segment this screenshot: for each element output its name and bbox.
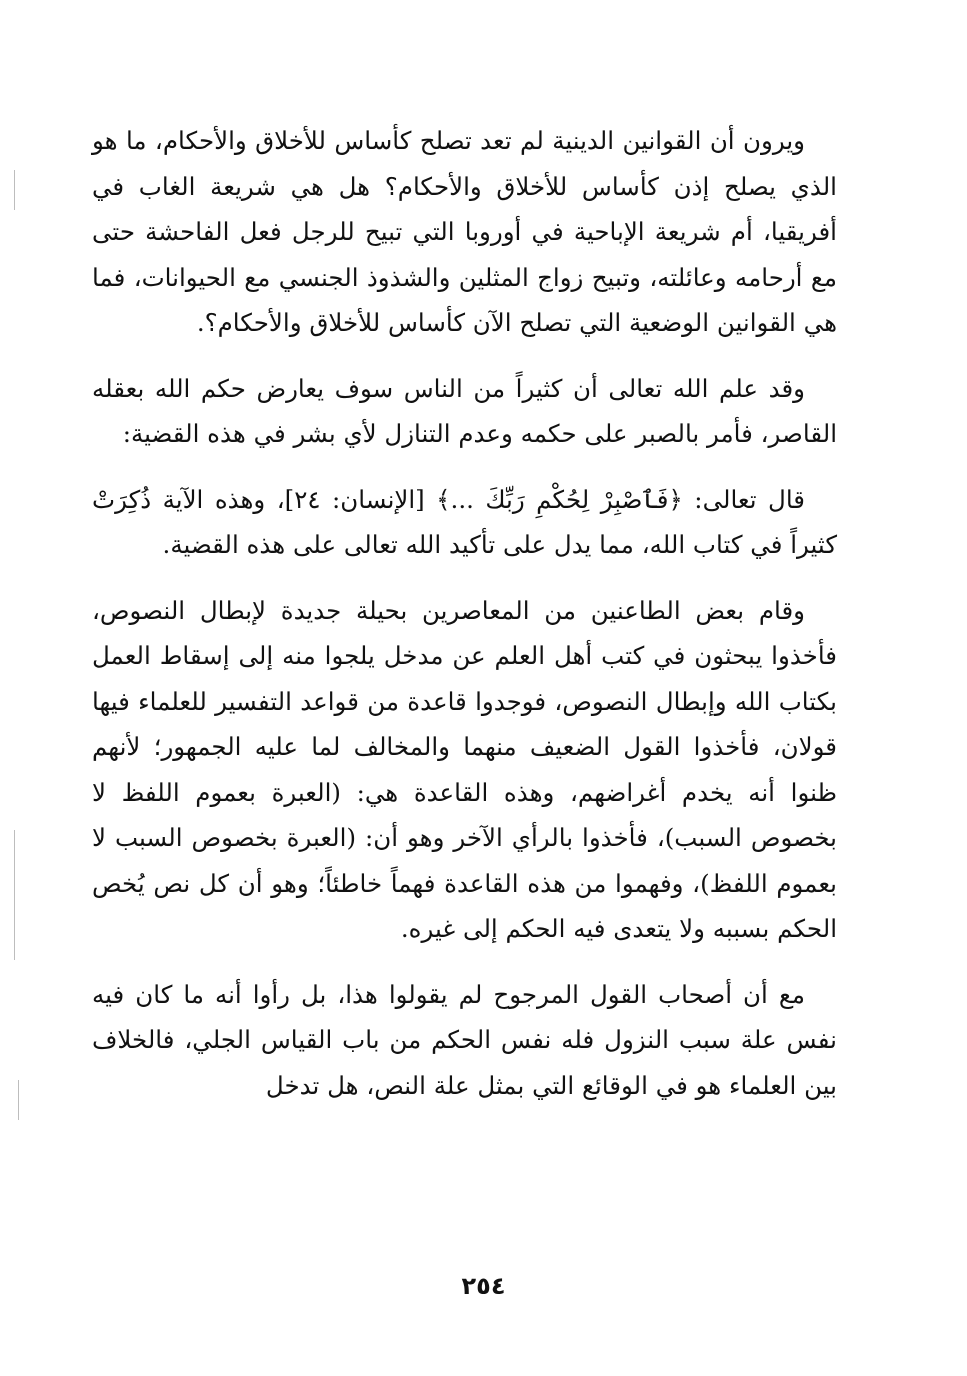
paragraph: وقام بعض الطاعنين من المعاصرين بحيلة جديدة لإبطال النصوص، فأخذوا يبحثون في كتب أهل العلم عن مدخل يلجوا منه إلى إسقاط العمل بكتاب الله وإبطال النصوص، فوجدوا قاعدة من قواعد التفسير للعلماء فيها قولان، فأخذوا القول الضعيف منهما والمخالف لما عليه الجمهور؛ لأنهم ظنوا أنه يخدم أغراضهم، وهذه القاعدة هي: (العبرة بعموم اللفظ لا بخصوص السبب)، فأخذوا بالرأي الآخر وهو أن: (العبرة بخصوص السبب لا بعموم اللفظ)، وفهموا من هذه القاعدة فهماً خاطئاً؛ وهو أن كل نص يُخص الحكم بسببه ولا يتعدى فيه الحكم إلى غيره.	[92, 595, 837, 943]
scan-margin-mark	[14, 830, 15, 960]
paragraph: وقد علم الله تعالى أن كثيراً من الناس سوف يعارض حكم الله بعقله القاصر، فأمر بالصبر على حكمه وعدم التنازل لأي بشر في هذه القضية:	[92, 373, 837, 448]
paragraph: قال تعالى: ﴿فَٱصْبِرْ لِحُكْمِ رَبِّكَ ...﴾ [الإنسان: ٢٤]، وهذه الآية ذُكِرَتْ كثيراً في كتاب الله، مما يدل على تأكيد الله تعالى على هذه القضية.	[92, 484, 837, 559]
scan-margin-mark	[18, 1080, 19, 1120]
scan-margin-mark	[14, 170, 15, 210]
page-number: ٢٥٤	[461, 1272, 506, 1300]
paragraph: مع أن أصحاب القول المرجوح لم يقولوا هذا، بل رأوا أنه ما كان فيه نفس علة سبب النزول فله نفس الحكم من باب القياس الجلي، فالخلاف بين العلماء هو في الوقائع التي بمثل علة النص، هل تدخل	[92, 979, 837, 1100]
body-text	[92, 118, 837, 1108]
paragraph: ويرون أن القوانين الدينية لم تعد تصلح كأساس للأخلاق والأحكام، ما هو الذي يصلح إذن كأساس للأخلاق والأحكام؟ هل هي شريعة الغاب في أفريقيا، أم شريعة الإباحية في أوروبا التي تبيح للرجل فعل الفاحشة حتى مع أرحامه وعائلته، وتبيح زواج المثلين والشذوذ الجنسي مع الحيوانات، فما هي القوانين الوضعية التي تصلح الآن كأساس للأخلاق والأحكام؟.	[92, 126, 837, 337]
